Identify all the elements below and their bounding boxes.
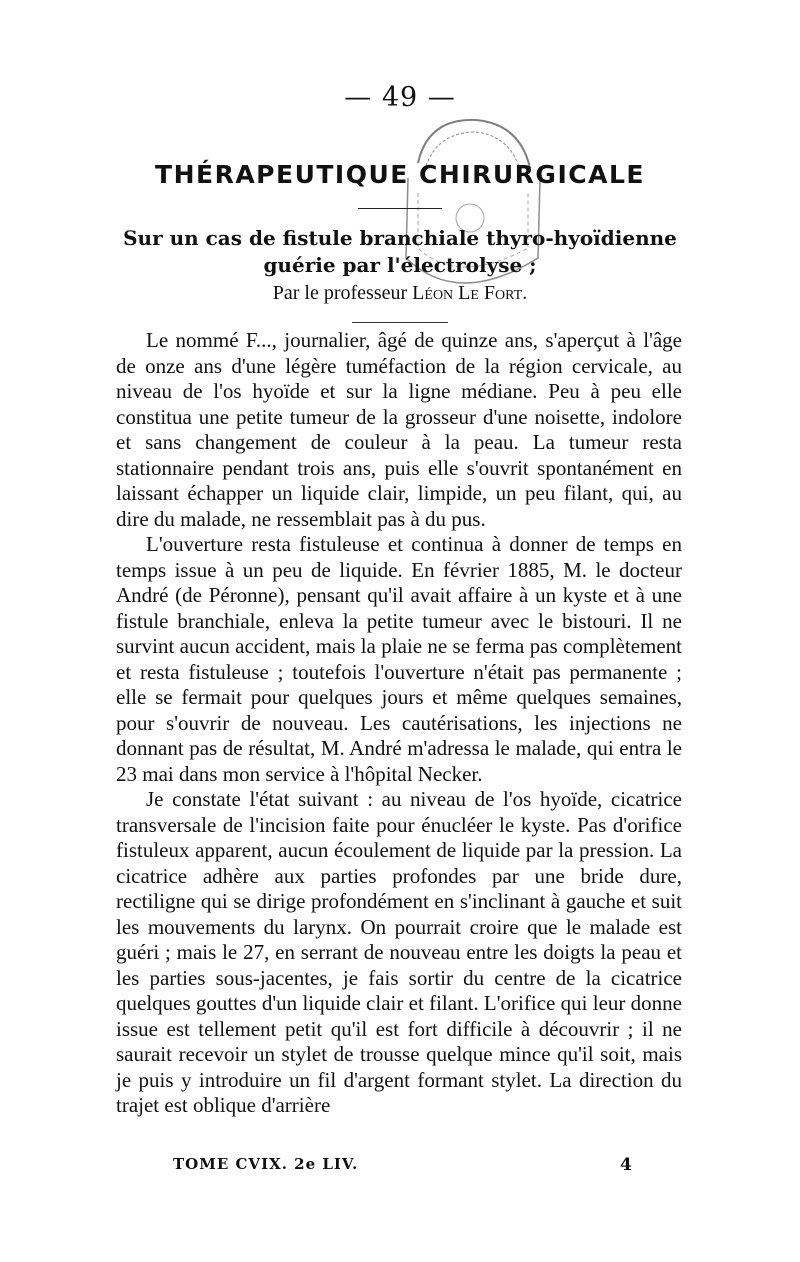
byline-rule [352,322,448,323]
page-footer [0,1155,800,1179]
signature-mark: TOME CVIX. 2e LIV. [173,1155,359,1173]
paragraph-1: Le nommé F..., journalier, âgé de quinze ans, s'aperçut à l'âge de onze ans d'une légère tuméfaction de la région cervicale, au niveau de l'os hyoïde et sur la ligne médiane. Peu à peu elle constitua une petite tumeur de la grosseur d'une noisette, indolore et sans changement de couleur à la peau. La tumeur resta stationnaire pendant trois ans, puis elle s'ouvrit spontanément en laissant échapper un liquide clair, limpide, un peu filant, qui, au dire du malade, ne ressemblait pas à du pus. [116,328,682,531]
article-title-line-2: guérie par l'électrolyse ; [263,253,537,277]
signature-number: 4 [620,1155,632,1175]
article-title [0,225,800,279]
page-number: — 49 — [344,82,456,113]
byline-author: Léon Le Fort. [412,282,528,304]
paragraph-3: Je constate l'état suivant : au niveau de l'os hyoïde, cicatrice transversale de l'incision faite pour énucléer le kyste. Pas d'orifice fistuleux apparent, aucun écoulement de liquide par la pression. La cicatrice adhère aux parties profondes par une bride dure, rectiligne qui se dirige profondément en s'inclinant à gauche et suit les mouvements du larynx. On pourrait croire que le malade est guéri ; mais le 27, en serrant de nouveau entre les doigts la peau et les parties sous-jacentes, je fais sortir du centre de la cicatrice quelques gouttes d'un liquide clair et filant. L'orifice qui leur donne issue est tellement petit qu'il est fort difficile à découvrir ; il ne saurait recevoir un stylet de trousse quelque mince qu'il soit, mais je puis y introduire un fil d'argent formant stylet. La direction du trajet est oblique d'arrière [116,787,682,1117]
paragraph-2: L'ouverture resta fistuleuse et continua à donner de temps en temps issue à un peu de liquide. En février 1885, M. le docteur André (de Péronne), pensant qu'il avait affaire à un kyste et à une fistule branchiale, enleva la petite tumeur avec le bistouri. Il ne survint aucun accident, mais la plaie ne se ferma pas complètement et resta fistuleuse ; toutefois l'ouverture n'était pas permanente ; elle se fermait pour quelques jours et même quelques semaines, pour s'ouvrir de nouveau. Les cautérisations, les injections ne donnant pas de résultat, M. André m'adressa le malade, qui entra le 23 mai dans mon service à l'hôpital Necker. [116,532,682,786]
article-title-line-1: Sur un cas de fistule branchiale thyro-hyoïdienne [123,226,677,250]
title-rule [358,208,442,209]
article-body [116,328,682,1119]
byline-prefix: Par le professeur [272,282,408,304]
byline [0,282,800,305]
section-title: THÉRAPEUTIQUE CHIRURGICALE [155,160,645,189]
